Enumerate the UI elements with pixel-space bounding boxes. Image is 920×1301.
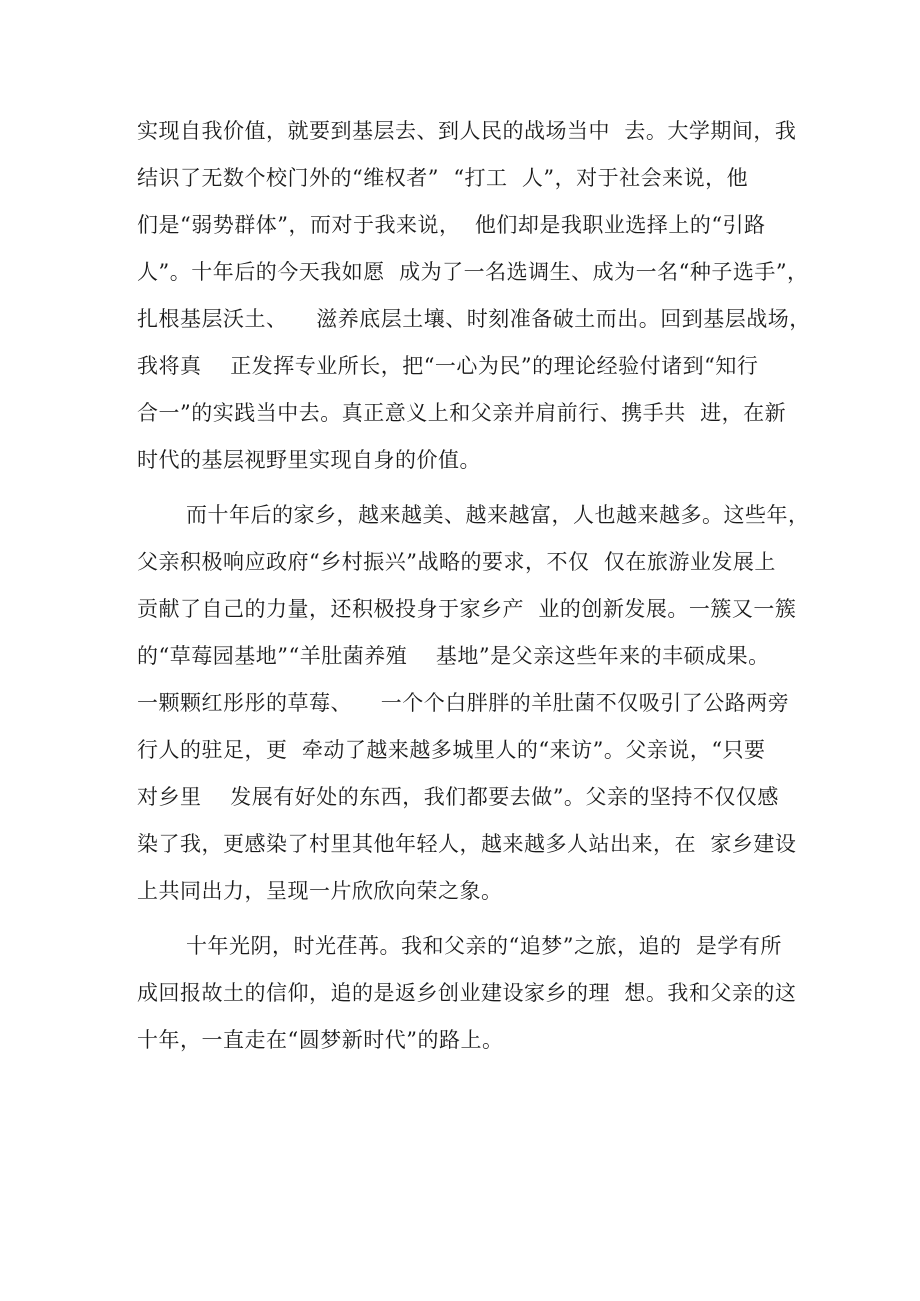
text-line-5: 扎根基层沃土、 滋养底层土壤、时刻准备破土而出。回到基层战场，	[137, 307, 811, 331]
text-line-9: 而十年后的家乡，越来越美、越来越富，人也越来越多。这些年，	[186, 503, 810, 527]
text-line-10: 父亲积极响应政府“乡村振兴”战略的要求，不仅 仅在旅游业发展上	[137, 550, 776, 574]
text-line-1: 实现自我价值，就要到基层去、到人民的战场当中 去。大学期间，我	[137, 119, 797, 143]
text-line-15: 对乡里 发展有好处的东西，我们都要去做”。父亲的坚持不仅仅感	[137, 785, 779, 809]
text-line-19: 成回报故土的信仰，追的是返乡创业建设家乡的理 想。我和父亲的这	[137, 981, 797, 1005]
text-line-7: 合一”的实践当中去。真正意义上和父亲并肩前行、携手共 进，在新	[137, 401, 787, 425]
text-line-6: 我将真 正发挥专业所长，把“一心为民”的理论经验付诸到“知行	[137, 354, 759, 378]
text-line-18: 十年光阴，时光荏苒。我和父亲的“追梦”之旅，追的 是学有所	[186, 934, 782, 958]
text-line-13: 一颗颗红彤彤的草莓、 一个个白胖胖的羊肚菌不仅吸引了公路两旁	[137, 691, 790, 715]
text-line-20: 十年，一直走在“圆梦新时代”的路上。	[137, 1028, 504, 1052]
text-line-12: 的“草莓园基地”“羊肚菌养殖 基地”是父亲这些年来的丰硕成果。	[137, 644, 770, 668]
text-line-14: 行人的驻足，更 牵动了越来越多城里人的“来访”。父亲说，“只要	[137, 738, 766, 762]
text-line-8: 时代的基层视野里实现自身的价值。	[137, 448, 481, 472]
text-line-16: 染了我，更感染了村里其他年轻人，越来越多人站出来，在 家乡建设	[137, 832, 797, 856]
text-line-4: 人”。十年后的今天我如愿 成为了一名选调生、成为一名“种子选手”，	[137, 260, 809, 284]
text-line-2: 结识了无数个校门外的“维权者” “打工 人”，对于社会来说，他	[137, 166, 749, 190]
text-line-3: 们是“弱势群体”，而对于我来说， 他们却是我职业选择上的“引路	[137, 213, 766, 237]
text-line-11: 贡献了自己的力量，还积极投身于家乡产 业的创新发展。一簇又一簇	[137, 597, 797, 621]
text-line-17: 上共同出力，呈现一片欣欣向荣之象。	[137, 879, 503, 903]
